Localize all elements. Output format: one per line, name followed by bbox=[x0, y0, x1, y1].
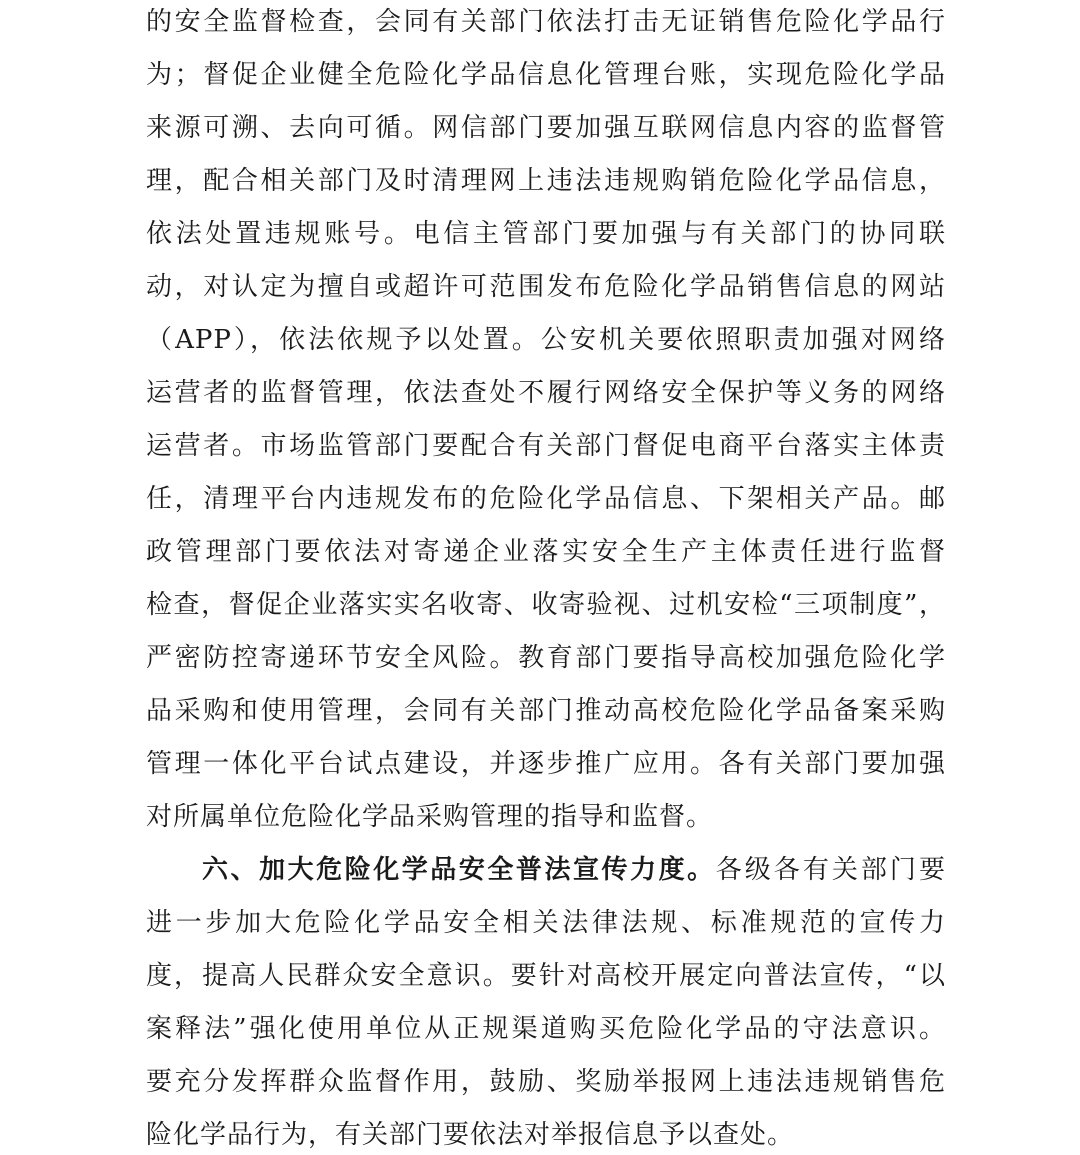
paragraph-line: 任，清理平台内违规发布的危险化学品信息、下架相关产品。邮 bbox=[146, 484, 946, 514]
section-six-heading: 六、加大危险化学品安全普法宣传力度。 bbox=[202, 855, 716, 885]
paragraph-line: 检查，督促企业落实实名收寄、收寄验视、过机安检“三项制度”， bbox=[146, 590, 946, 620]
paragraph-line: 管理一体化平台试点建设，并逐步推广应用。各有关部门要加强 bbox=[146, 749, 946, 779]
paragraph-line: 依法处置违规账号。电信主管部门要加强与有关部门的协同联 bbox=[146, 219, 946, 249]
paragraph-line: 进一步加大危险化学品安全相关法律法规、标准规范的宣传力 bbox=[146, 908, 946, 938]
paragraph-line: 案释法”强化使用单位从正规渠道购买危险化学品的守法意识。 bbox=[146, 1014, 946, 1044]
section-six-first-line-rest: 各级各有关部门要 bbox=[715, 855, 946, 885]
paragraph-line: 运营者的监督管理，依法查处不履行网络安全保护等义务的网络 bbox=[146, 378, 946, 408]
paragraph-line: 度，提高人民群众安全意识。要针对高校开展定向普法宣传，“以 bbox=[146, 961, 946, 991]
paragraph-line: 为；督促企业健全危险化学品信息化管理台账，实现危险化学品 bbox=[146, 60, 946, 90]
paragraph-line: 品采购和使用管理，会同有关部门推动高校危险化学品备案采购 bbox=[146, 696, 946, 726]
paragraph-line: 政管理部门要依法对寄递企业落实安全生产主体责任进行监督 bbox=[146, 537, 946, 567]
paragraph-line: 要充分发挥群众监督作用，鼓励、奖励举报网上违法违规销售危 bbox=[146, 1067, 946, 1097]
paragraph-line: （APP），依法依规予以处置。公安机关要依照职责加强对网络 bbox=[146, 325, 946, 355]
paragraph-line: 险化学品行为，有关部门要依法对举报信息予以查处。 bbox=[146, 1120, 795, 1150]
paragraph-line: 来源可溯、去向可循。网信部门要加强互联网信息内容的监督管 bbox=[146, 113, 946, 143]
paragraph-line: 严密防控寄递环节安全风险。教育部门要指导高校加强危险化学 bbox=[146, 643, 946, 673]
paragraph-line: 的安全监督检查，会同有关部门依法打击无证销售危险化学品行 bbox=[146, 7, 946, 37]
section-six-first-line bbox=[202, 850, 946, 890]
paragraph-line: 理，配合相关部门及时清理网上违法违规购销危险化学品信息， bbox=[146, 166, 946, 196]
paragraph-line: 运营者。市场监管部门要配合有关部门督促电商平台落实主体责 bbox=[146, 431, 946, 461]
paragraph-line: 对所属单位危险化学品采购管理的指导和监督。 bbox=[146, 802, 714, 832]
paragraph-line: 动，对认定为擅自或超许可范围发布危险化学品销售信息的网站 bbox=[146, 272, 946, 302]
